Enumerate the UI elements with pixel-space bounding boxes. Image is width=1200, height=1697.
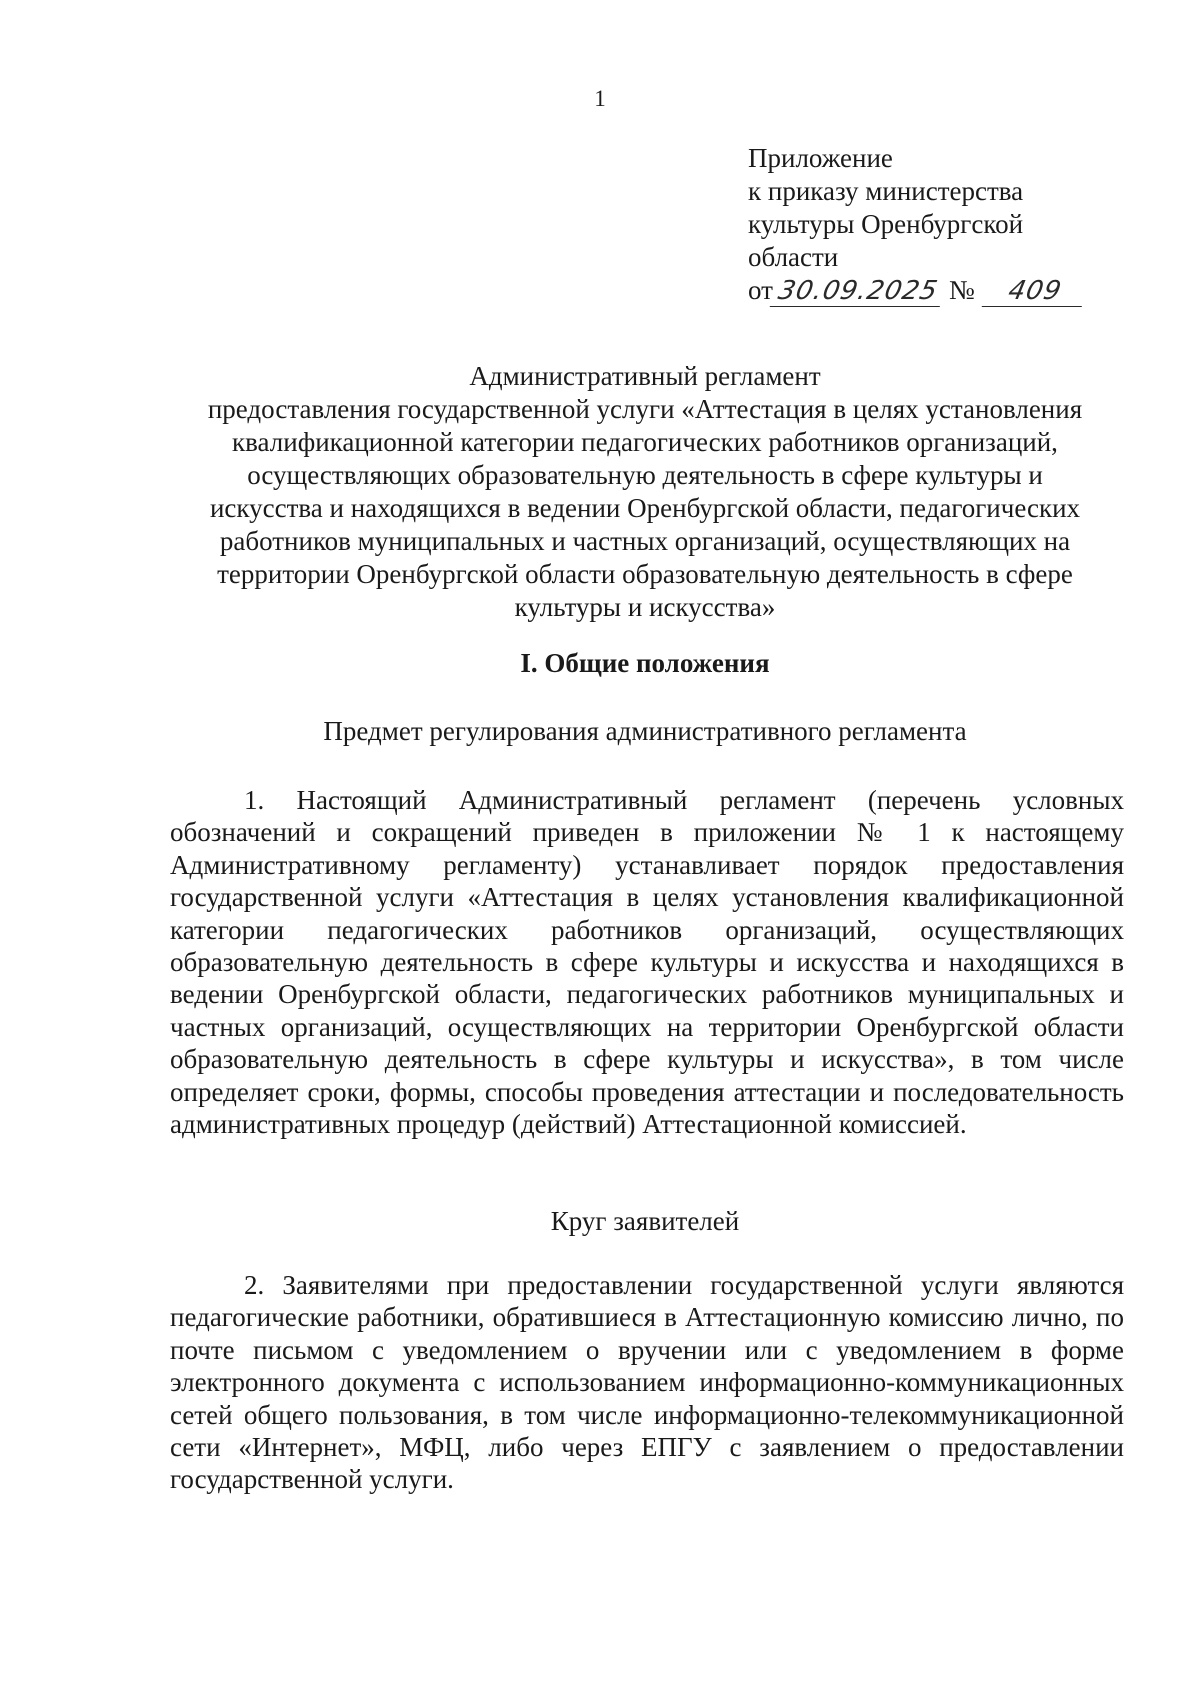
order-date-number-row [748,274,1088,307]
title-line: квалификационной категории педагогических работников организаций, [232,427,1058,457]
appendix-block [748,142,1088,307]
title-line: искусства и находящихся в ведении Оренбургской области, педагогических [209,493,1081,523]
appendix-line: Приложение [748,143,893,173]
page-number: 1 [594,86,606,111]
appendix-line: культуры Оренбургской [748,209,1024,239]
appendix-line: области [748,242,839,272]
paragraph-2: 2. Заявителями при предоставлении государственной услуги являются педагогические работники, обратившиеся в Аттестационную комиссию лично, по почте письмом с уведомлением о вручении или с уведомлением в форме электронного документа с использованием информационно-коммуникационных сетей общего пользования, в том числе информационно-телекоммуникационной сети «Интернет», МФЦ, либо через ЕПГУ с заявлением о предоставлении государственной услуги. [170,1270,1124,1495]
date-prefix: от [748,275,773,305]
document-title [170,360,1120,624]
subheading-applicants: Круг заявителей [550,1206,740,1236]
title-line: Административный регламент [469,361,821,391]
appendix-line: к приказу министерства [748,176,1024,206]
section-heading: I. Общие положения [520,648,770,678]
number-sign: № [948,275,975,305]
paragraph-1: 1. Настоящий Административный регламент (перечень условных обозначений и сокращений приведен в приложении № 1 к настоящему Административному регламенту) устанавливает порядок предоставления государственной услуги «Аттестация в целях установления квалификационной категории педагогических работников организаций, осуществляющих образовательную деятельность в сфере культуры и искусства и находящихся в ведении Оренбургской области, педагогических работников муниципальных и частных организаций, осуществляющих на территории Оренбургской области образовательную деятельность в сфере культуры и искусства», в том числе определяет сроки, формы, способы проведения аттестации и последовательность административных процедур (действий) Аттестационной комиссией. [170,785,1124,1140]
handwritten-order-number: 409 [981,276,1088,307]
title-line: предоставления государственной услуги «Аттестация в целях установления [207,394,1083,424]
title-line: работников муниципальных и частных организаций, осуществляющих на [219,526,1071,556]
title-line: культуры и искусства» [514,592,776,622]
title-line: осуществляющих образовательную деятельность в сфере культуры и [247,460,1043,490]
handwritten-date: 30.09.2025 [770,276,947,307]
title-line: территории Оренбургской области образовательную деятельность в сфере [217,559,1073,589]
subheading-regulation-subject: Предмет регулирования административного регламента [323,716,967,746]
